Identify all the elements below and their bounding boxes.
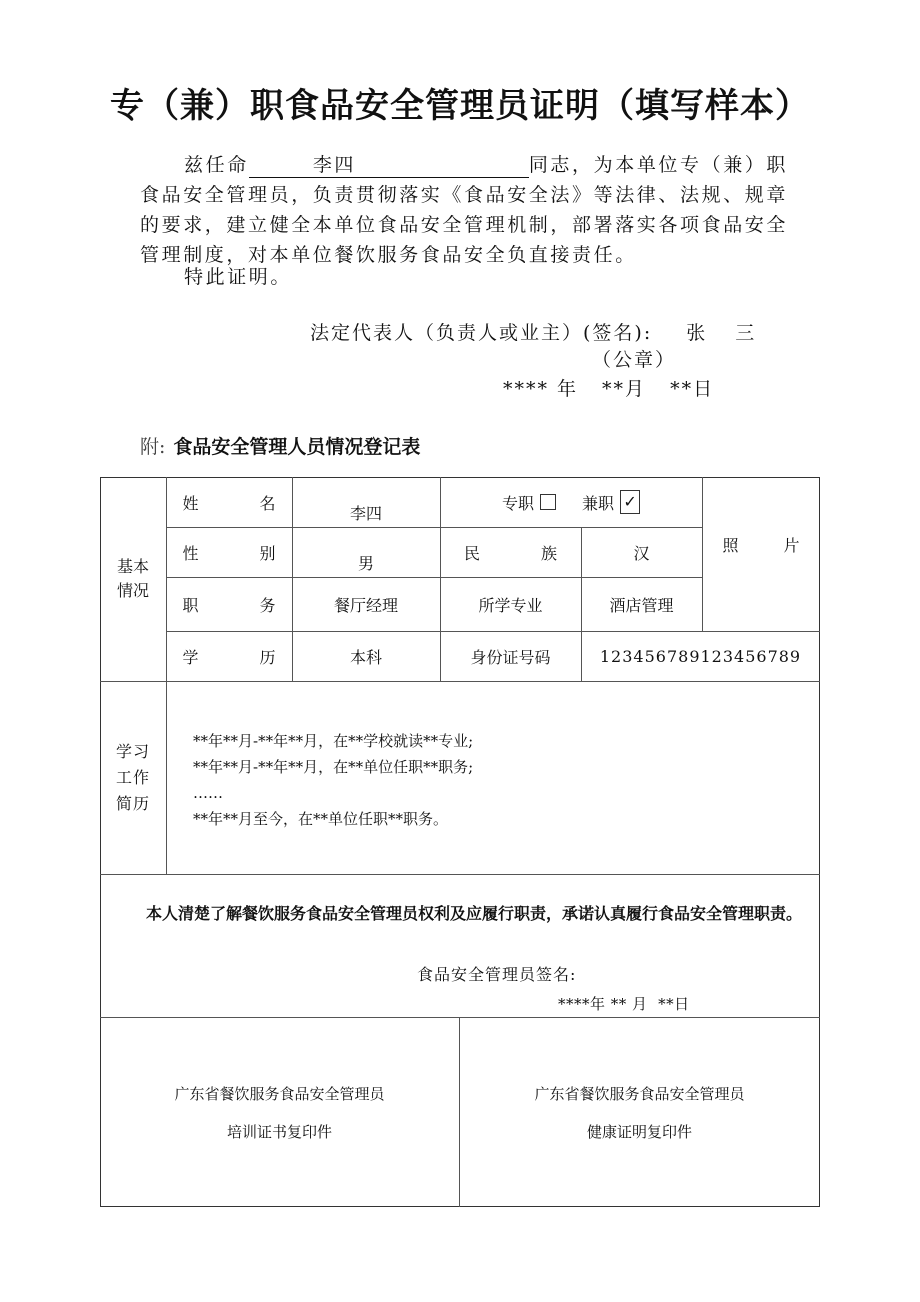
ethnicity-label bbox=[440, 527, 586, 577]
parttime-label: 兼职 bbox=[582, 493, 615, 513]
manager-signature-date: ****年 ** 月 **日 bbox=[558, 995, 690, 1013]
fulltime-checkbox[interactable] bbox=[540, 494, 556, 510]
signature-date bbox=[503, 374, 728, 401]
id-number-value[interactable]: 123456789123456789 bbox=[599, 646, 802, 666]
manager-signature-label[interactable]: 食品安全管理员签名: bbox=[417, 965, 577, 984]
name-label bbox=[166, 477, 304, 527]
official-seal: （公章） bbox=[592, 349, 677, 371]
training-certificate-copy[interactable] bbox=[100, 1075, 459, 1151]
signature-label: 法定代表人（负责人或业主）(签名): bbox=[310, 322, 653, 344]
name-value[interactable]: 李四 bbox=[349, 503, 382, 523]
position-value[interactable]: 餐厅经理 bbox=[333, 595, 398, 615]
health-copy-line1: 广东省餐饮服务食品安全管理员 bbox=[534, 1085, 745, 1103]
training-copy-line2: 培训证书复印件 bbox=[226, 1123, 332, 1141]
health-certificate-copy[interactable] bbox=[459, 1075, 820, 1151]
id-number-label: 身份证号码 bbox=[470, 647, 551, 667]
major-value[interactable]: 酒店管理 bbox=[609, 595, 674, 615]
signature-year: **** 年 bbox=[503, 378, 579, 400]
ethnicity-value[interactable]: 汉 bbox=[633, 543, 650, 563]
photo-label: 照 片 bbox=[722, 535, 820, 555]
position-label-text: 职 务 bbox=[182, 595, 304, 615]
appointment-paragraph bbox=[140, 150, 790, 270]
fulltime-label: 专职 bbox=[501, 493, 534, 513]
annex-label: 附: bbox=[140, 436, 166, 458]
gender-label bbox=[166, 527, 304, 577]
ethnicity-label-text: 民 族 bbox=[463, 543, 586, 563]
signature-month: **月 bbox=[602, 378, 647, 400]
parttime-checkbox[interactable]: ✓ bbox=[620, 490, 640, 514]
education-label bbox=[166, 631, 304, 681]
appointment-closing: 特此证明。 bbox=[184, 266, 293, 288]
gender-value[interactable]: 男 bbox=[357, 553, 374, 573]
appointee-name: 李四 bbox=[312, 154, 357, 176]
education-value[interactable]: 本科 bbox=[349, 647, 382, 667]
signature-day: **日 bbox=[670, 378, 715, 400]
employment-type bbox=[440, 477, 702, 527]
history-line: …… bbox=[193, 784, 223, 802]
name-label-text: 姓 名 bbox=[182, 493, 304, 513]
education-label-text: 学 历 bbox=[182, 647, 304, 667]
appointment-prefix: 兹任命 bbox=[184, 154, 249, 176]
section-basic-info: 基本情况 bbox=[116, 557, 149, 600]
health-copy-line2: 健康证明复印件 bbox=[586, 1123, 692, 1141]
section-history: 学习工作简历 bbox=[115, 741, 150, 813]
history-line: **年**月-**年**月，在**学校就读**专业; bbox=[193, 732, 474, 750]
history-line: **年**月至今，在**单位任职**职务。 bbox=[193, 810, 449, 828]
annex-title: 食品安全管理人员情况登记表 bbox=[173, 436, 421, 458]
signature-name: 张 三 bbox=[686, 322, 767, 344]
history-line: **年**月-**年**月，在**单位任职**职务; bbox=[193, 758, 474, 776]
history-list[interactable] bbox=[193, 728, 473, 832]
position-label bbox=[166, 577, 304, 631]
appointee-field[interactable] bbox=[249, 153, 529, 178]
appointment-body: 同志，为本单位专（兼）职食品安全管理员，负责贯彻落实《食品安全法》等法律、法规、规章的要求，建立健全本单位食品安全管理机制，部署落实各项食品安全管理制度，对本单位餐饮服务食品安全负直接责任。 bbox=[140, 154, 789, 266]
photo-placeholder[interactable] bbox=[702, 477, 820, 611]
training-copy-line1: 广东省餐饮服务食品安全管理员 bbox=[174, 1085, 385, 1103]
document-title: 专（兼）职食品安全管理员证明（填写样本） bbox=[110, 86, 810, 126]
annex-heading bbox=[140, 432, 420, 459]
pledge-statement: 本人清楚了解餐饮服务食品安全管理员权利及应履行职责，承诺认真履行食品安全管理职责。 bbox=[146, 904, 803, 923]
legal-representative-signature bbox=[310, 318, 766, 345]
gender-label-text: 性 别 bbox=[182, 543, 304, 563]
major-label: 所学专业 bbox=[478, 595, 543, 615]
